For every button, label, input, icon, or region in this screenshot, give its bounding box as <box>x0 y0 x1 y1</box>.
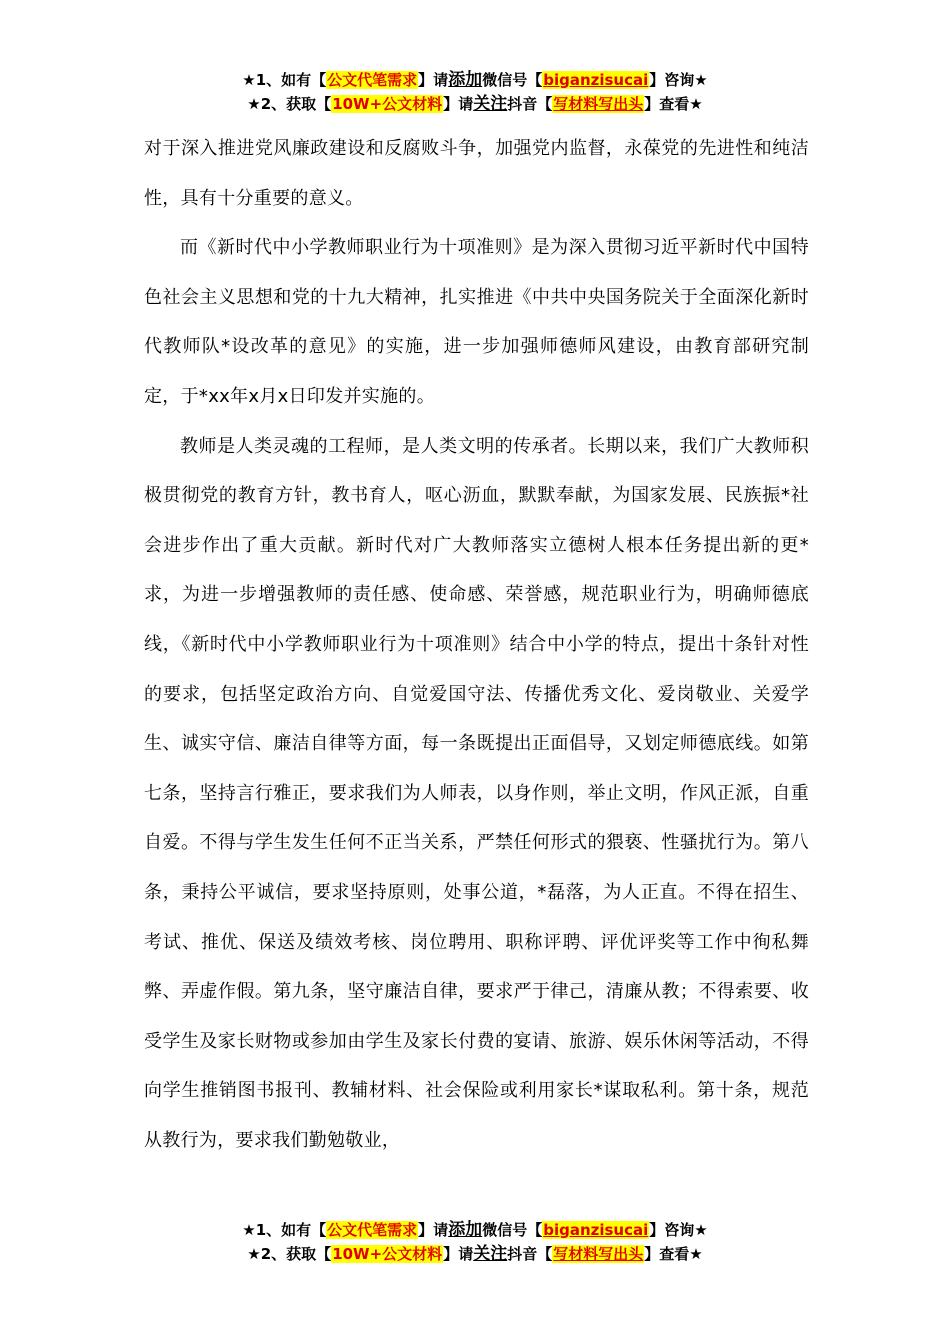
paragraph: 教师是人类灵魂的工程师，是人类文明的传承者。长期以来，我们广大教师积极贯彻党的教育方针，教书育人，呕心沥血，默默奉献，为国家发展、民族振*社会进步作出了重大贡献。新时代对广大教师落实立德树人根本任务提出新的更*求，为进一步增强教师的责任感、使命感、荣誉感，规范职业行为，明确师德底线，《新时代中小学教师职业行为十项准则》结合中小学的特点，提出十条针对性的要求，包括坚定政治方向、自觉爱国守法、传播优秀文化、爱岗敬业、关爱学生、诚实守信、廉洁自律等方面，每一条既提出正面倡导，又划定师德底线。如第七条，坚持言行雅正，要求我们为人师表，以身作则，举止文明，作风正派，自重自爱。不得与学生发生任何不正当关系，严禁任何形式的猥亵、性骚扰行为。第八条，秉持公平诚信，要求坚持原则，处事公道，*磊落，为人正直。不得在招生、考试、推优、保送及绩效考核、岗位聘用、职称评聘、评优评奖等工作中徇私舞弊、弄虚作假。第九条，坚守廉洁自律，要求严于律己，清廉从教；不得索要、收受学生及家长财物或参加由学生及家长付费的宴请、旅游、娱乐休闲等活动，不得向学生推销图书报刊、教辅材料、社会保险或利用家长*谋取私利。第十条，规范从教行为，要求我们勤勉敬业， <box>144 435 809 1151</box>
paragraph: 而《新时代中小学教师职业行为十项准则》是为深入贯彻习近平新时代中国特色社会主义思想和党的十九大精神，扎实推进《中共中央国务院关于全面深化新时代教师队*设改革的意见》的实施，进一步加强师德师风建设，由教育部研究制定，于*xx年x月x日印发并实施的。 <box>144 237 809 407</box>
banner-suffix: 】查看★ <box>644 95 703 113</box>
banner-text: 抖音【 <box>507 1245 553 1263</box>
banner-text: 微信号【 <box>482 71 543 89</box>
banner-text: 】请 <box>443 1245 474 1263</box>
emphasis-follow: 关注 <box>473 94 508 114</box>
highlight-materials: 10W+公文材料 <box>332 95 443 113</box>
banner-suffix: 】查看★ <box>644 1245 703 1263</box>
banner-line-2 <box>0 92 950 116</box>
banner-prefix: ★1、如有【 <box>242 1221 327 1239</box>
wechat-id: biganzisucai <box>543 1221 649 1239</box>
banner-suffix: 】咨询★ <box>649 71 708 89</box>
banner-text: 】请 <box>418 1221 449 1239</box>
document-body <box>144 124 809 1165</box>
emphasis-add: 添加 <box>448 70 483 90</box>
banner-suffix: 】咨询★ <box>649 1221 708 1239</box>
banner-prefix: ★1、如有【 <box>242 71 327 89</box>
highlight-service: 公文代笔需求 <box>327 71 418 89</box>
wechat-id: biganzisucai <box>543 71 649 89</box>
banner-line-1 <box>0 1218 950 1242</box>
banner-text: 微信号【 <box>482 1221 543 1239</box>
highlight-service: 公文代笔需求 <box>327 1221 418 1239</box>
banner-text: 】请 <box>418 71 449 89</box>
banner-line-2 <box>0 1242 950 1266</box>
banner-line-1 <box>0 68 950 92</box>
emphasis-follow: 关注 <box>473 1244 508 1264</box>
douyin-id: 写材料写出头 <box>553 95 644 113</box>
emphasis-add: 添加 <box>448 1220 483 1240</box>
banner-text: 】请 <box>443 95 474 113</box>
top-banner <box>0 68 950 116</box>
banner-prefix: ★2、获取【 <box>247 1245 332 1263</box>
banner-prefix: ★2、获取【 <box>247 95 332 113</box>
douyin-id: 写材料写出头 <box>553 1245 644 1263</box>
banner-text: 抖音【 <box>507 95 553 113</box>
bottom-banner <box>0 1218 950 1266</box>
highlight-materials: 10W+公文材料 <box>332 1245 443 1263</box>
paragraph: 对于深入推进党风廉政建设和反腐败斗争，加强党内监督，永葆党的先进性和纯洁性，具有十分重要的意义。 <box>144 138 809 209</box>
